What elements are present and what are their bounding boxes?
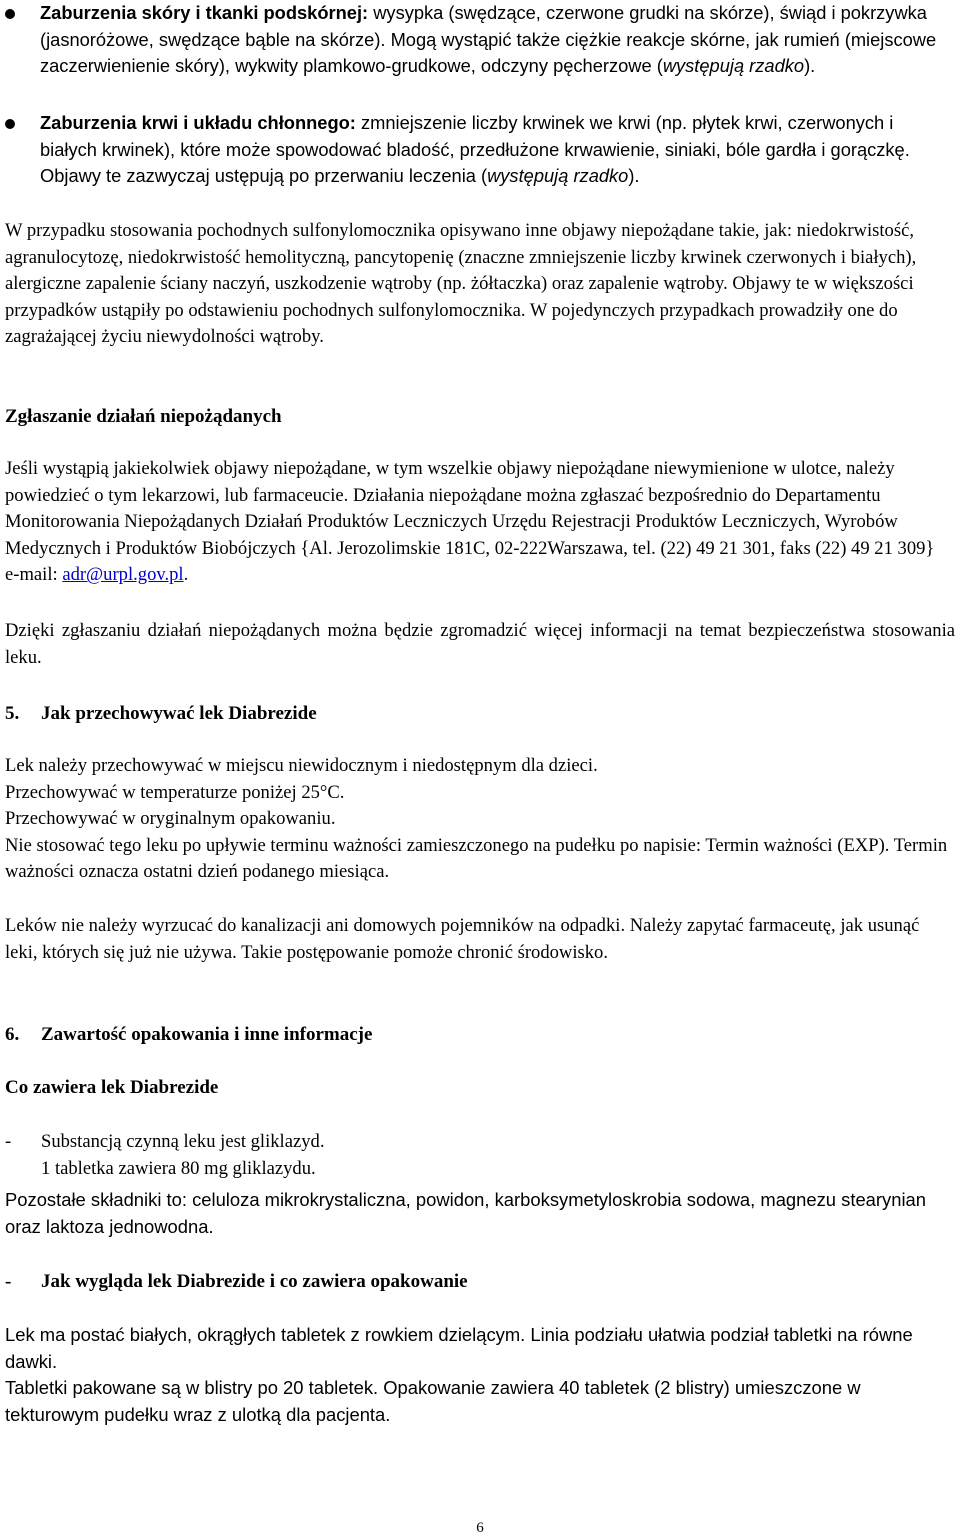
email-end: .: [183, 564, 189, 586]
bullet-dot: [5, 9, 15, 19]
storage-line: Lek należy przechowywać w miejscu niewidocznym i niedostępnym dla dzieci.: [5, 755, 598, 776]
blood-end: ).: [628, 165, 640, 186]
pack-paragraph: Tabletki pakowane są w blistry po 20 tabletek. Opakowanie zawiera 40 tabletek (2 blistry) umieszczone w tekturowym pudełku wraz z ulotką dla pacjenta.: [5, 1377, 861, 1425]
other-ingredients: Pozostałe składniki to: celuloza mikrokrystaliczna, powidon, karboksymetyloskrobia sodowa, magnezu stearynian oraz laktoza jednowodna.: [5, 1189, 926, 1237]
reporting-paragraph: [5, 456, 955, 589]
sulfonylurea-paragraph: W przypadku stosowania pochodnych sulfonylomocznika opisywano inne objawy niepożądane takie, jak: niedokrwistość, agranulocytozę, niedokrwistość hemolityczną, pancytopenię (znaczne zmniejszenie liczby krwinek czerwonych i białych), alergiczne zapalenie ściany naczyń, uszkodzenie wątroby (np. żółtaczka) oraz zapalenie wątroby. Objawy te w większości przypadków ustąpiły po odstawieniu pochodnych sulfonylomocznika. W pojedynczych przypadkach prowadziły one do zagrażającej życiu niewydolności wątroby.: [5, 220, 917, 348]
substance-text: [41, 1129, 955, 1182]
section5-heading: [0, 701, 960, 727]
skin-frequency: występują rzadko: [662, 55, 805, 76]
dash-marker: -: [5, 1131, 12, 1152]
section6-title: Zawartość opakowania i inne informacje: [41, 1024, 373, 1045]
blood-frequency: występują rzadko: [487, 165, 629, 186]
contents-heading: Co zawiera lek Diabrezide: [5, 1077, 219, 1098]
section6-number: 6.: [5, 1024, 20, 1045]
section6-heading: [0, 1022, 960, 1048]
appearance-heading: [0, 1269, 960, 1295]
substance-item: [0, 1129, 960, 1183]
email-link[interactable]: adr@urpl.gov.pl: [62, 564, 184, 586]
storage-line: Przechowywać w temperaturze poniżej 25°C.: [5, 781, 345, 803]
blood-text: zmniejszenie liczby krwinek we krwi (np. płytek krwi, czerwonych i białych krwinek), które może spowodować bladość, przedłużone krwawienie, siniaki, bóle gardła i gorączkę. Objawy te zazwyczaj ustępują po przerwaniu leczenia (: [40, 112, 910, 186]
email-label: e-mail:: [5, 564, 63, 586]
blood-label: Zaburzenia krwi i układu chłonnego:: [40, 112, 356, 133]
substance-dose-line: 1 tabletka zawiera 80 mg gliklazydu.: [41, 1157, 316, 1179]
dash-marker: -: [5, 1271, 12, 1292]
substance-line: Substancją czynną leku jest gliklazyd.: [41, 1131, 325, 1152]
reporting-benefit-paragraph: Dzięki zgłaszaniu działań niepożądanych można będzie zgromadzić więcej informacji na temat bezpieczeństwa stosowania leku.: [5, 620, 955, 668]
storage-instructions: [5, 753, 955, 886]
appearance-heading-text: Jak wygląda lek Diabrezide i co zawiera opakowanie: [41, 1271, 468, 1292]
bullet-dot: [5, 119, 15, 129]
skin-label: Zaburzenia skóry i tkanki podskórnej:: [40, 2, 369, 23]
section5-number: 5.: [5, 703, 20, 724]
skin-end: ).: [804, 55, 816, 76]
skin-text: wysypka (swędzące, czerwone grudki na skórze), świąd i pokrzywka (jasnoróżowe, swędzące bąble na skórze). Mogą wystąpić także ciężkie reakcje skórne, jak rumień (miejscowe zaczerwienienie skóry), wykwity plamkowo-grudkowe, odczyny pęcherzowe (: [40, 2, 937, 76]
disposal-paragraph: Leków nie należy wyrzucać do kanalizacji ani domowych pojemników na odpadki. Należy zapytać farmaceutę, jak usunąć leki, których się już nie używa. Takie postępowanie pomoże chronić środowisko.: [5, 915, 920, 963]
reporting-heading: Zgłaszanie działań niepożądanych: [5, 406, 282, 427]
expiry-text: Nie stosować tego leku po upływie terminu ważności zamieszczonego na pudełku po napisie: Termin ważności (EXP). Termin ważności oznacza ostatni dzień podanego miesiąca.: [5, 834, 948, 883]
reporting-text: Jeśli wystąpią jakiekolwiek objawy niepożądane, w tym wszelkie objawy niepożądane niewymienione w ulotce, należy powiedzieć o tym lekarzowi, lub farmaceucie. Działania niepożądane można zgłaszać bezpośrednio do Departamentu Monitorowania Niepożądanych Działań Produktów Leczniczych Urzędu Rejestracji Produktów Leczniczych, Wyrobów Medycznych i Produktów Biobójczych {Al. Jerozolimskie 181C, 02-222Warszawa, tel. (22) 49 21 301, faks (22) 49 21 309}: [5, 458, 935, 559]
storage-line: Przechowywać w oryginalnym opakowaniu.: [5, 808, 336, 830]
section5-title: Jak przechowywać lek Diabrezide: [41, 703, 317, 724]
appearance-paragraph: Lek ma postać białych, okrągłych tabletek z rowkiem dzielącym. Linia podziału ułatwia podział tabletki na równe dawki.: [5, 1324, 913, 1372]
side-effect-blood: [40, 110, 955, 190]
page-number: 6: [476, 1520, 484, 1536]
side-effect-skin: [40, 0, 955, 80]
